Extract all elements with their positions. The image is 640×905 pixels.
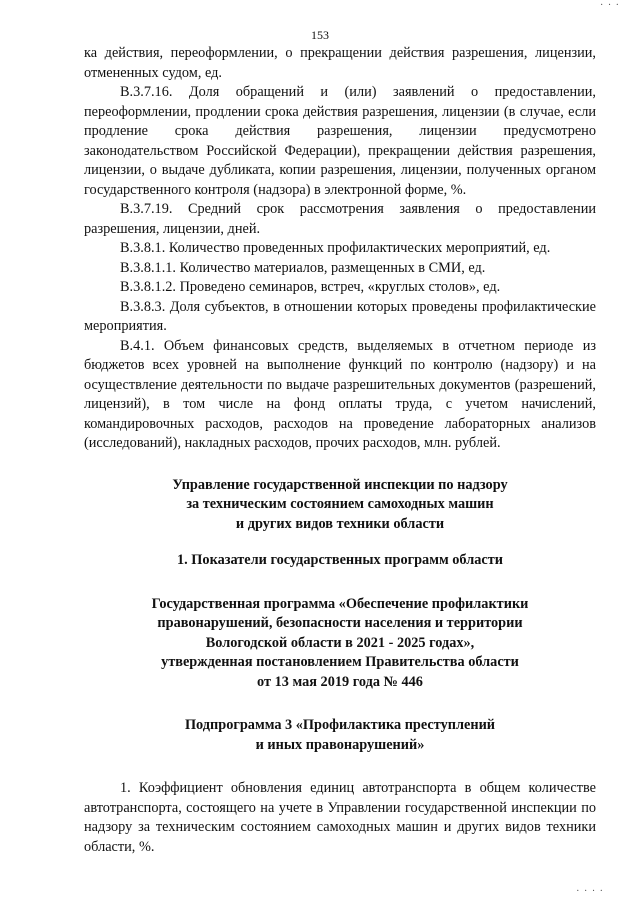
paragraph-b-4-1: В.4.1. Объем финансовых средств, выделяемых в отчетном периоде из бюджетов всех уровней на выполнение функций по контролю (надзору) и на осуществление деятельности по выдаче разрешительных документов (разрешений, лицензий), в том числе на фонд оплаты труда, с учетом начислений, командировочных расходов, расходов на проведение лабораторных анализов (исследований), накладных расходов, прочих расходов, млн. рублей. [84,337,596,451]
indicator-paragraph: 1. Коэффициент обновления единиц автотранспорта в общем количестве автотранспорта, состоящего на учете в Управлении государственной инспекции по надзору за техническим состоянием самоходных машин и других видов техники области, %. [84,780,596,855]
corner-mark-top: · · · [600,0,620,11]
department-heading-line: Управление государственной инспекции по надзору [172,476,508,493]
program-heading-line: правонарушений, безопасности населения и территории [157,615,523,631]
department-heading-line: и других видов техники области [235,515,445,532]
department-heading [84,476,596,535]
paragraph-b-3-8-1-1: В.3.8.1.1. Количество материалов, размещенных в СМИ, ед. [120,259,486,276]
program-heading [84,595,596,693]
paragraph-b-3-8-1: В.3.8.1. Количество проведенных профилактических мероприятий, ед. [120,240,551,256]
subprogram-heading-line: и иных правонарушений» [255,736,425,753]
section-heading: 1. Показатели государственных программ области [177,552,503,568]
program-heading-line: от 13 мая 2019 года № 446 [257,673,423,690]
subprogram-heading-line: Подпрограмма 3 «Профилактика преступлений [184,717,496,733]
page-number: 153 [311,28,329,42]
paragraph-b-3-8-1-2: В.3.8.1.2. Проведено семинаров, встреч, «круглых столов», ед. [120,279,501,295]
department-heading-line: за техническим состоянием самоходных машин [186,496,494,512]
paragraph-b-3-8-3: В.3.8.3. Доля субъектов, в отношении которых проведены профилактические мероприятия. [84,298,596,334]
corner-mark-bottom: · · · · [576,886,604,897]
program-heading-line: утвержденная постановлением Правительства области [161,654,519,670]
paragraph-b-3-7-19: В.3.7.19. Средний срок рассмотрения заявления о предоставлении разрешения, лицензии, дней. [84,201,596,237]
paragraph-b-3-7-16: В.3.7.16. Доля обращений и (или) заявлений о предоставлении, переоформлении, продлении срока действия разрешения, лицензии (в случае, если продление срока действия разрешения, лицензии предусмотрено законодательством Российской Федерации), прекращении действия разрешения, лицензии, о выдаче дубликата, копии разрешения, лицензии, полученных органом государственного контроля (надзора) в электронной форме, %. [84,84,596,198]
paragraph-continuation: ка действия, переоформлении, о прекращении действия разрешения, лицензии, отмененных судом, ед. [84,45,596,81]
program-heading-line: Государственная программа «Обеспечение профилактики [151,595,529,612]
program-heading-line: Вологодской области в 2021 - 2025 годах», [205,634,475,651]
subprogram-heading [84,716,596,755]
document-body [84,44,596,857]
